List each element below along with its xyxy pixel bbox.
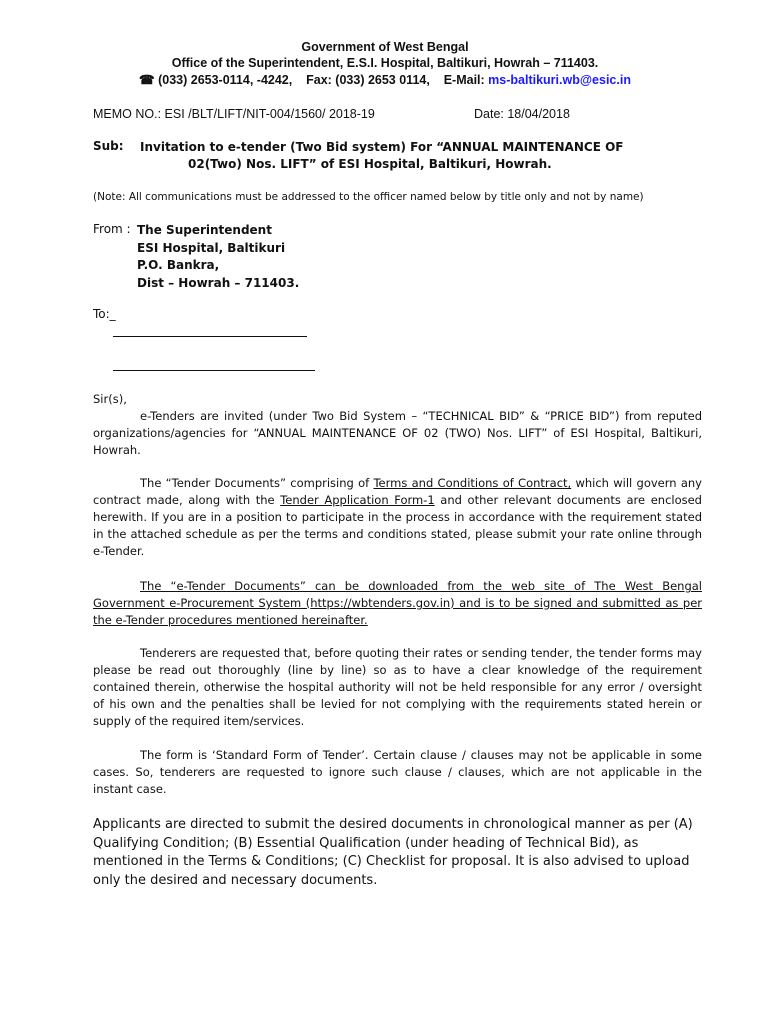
header-government: Government of West Bengal [301,40,469,54]
subject-label: Sub: [93,139,124,153]
header-email-link[interactable]: ms-baltikuri.wb@esic.in [488,73,631,87]
from-address [137,222,299,292]
telephone-icon: ☎ [139,73,155,87]
from-line: ESI Hospital, Baltikuri [137,240,286,255]
memo-date: Date: 18/04/2018 [474,107,570,121]
subject-text [140,139,700,173]
paragraph-applicants-directions: Applicants are directed to submit the desired documents in chronological manner as per (A) Qualifying Condition; (B) Essential Qualification (under heading of Technical Bid), as mentioned in the Terms & Conditions; (C) Checklist for proposal. It is also advised to upload only the desired and necessary documents. [93,817,693,888]
from-line: The Superintendent [137,223,272,237]
to-label: To:_ [93,307,116,321]
header-contact [0,72,770,87]
from-line: P.O. Bankra, [137,258,220,272]
subject-line-1: Invitation to e-tender (Two Bid system) For “ANNUAL MAINTENANCE OF [140,140,624,154]
memo-number: MEMO NO.: ESI /BLT/LIFT/NIT-004/1560/ 2018-19 [93,107,375,121]
note: (Note: All communications must be addressed to the officer named below by title only and not by name) [93,191,644,203]
header-office: Office of the Superintendent, E.S.I. Hospital, Baltikuri, Howrah – 711403. [171,56,599,70]
header-phone-fax: (033) 2653-0114, -4242, Fax: (033) 2653 0114, E-Mail: [154,73,489,87]
from-line: Dist – Howrah – 711403. [137,275,300,290]
paragraph-standard-form: The form is ‘Standard Form of Tender’. Certain clause / clauses may not be applicable in some cases. So, tenderers are requested to ignore such clause / clauses, which are not applicable in the instant case. [93,748,702,796]
paragraph-invitation: e-Tenders are invited (under Two Bid System – “TECHNICAL BID” & “PRICE BID”) from reputed organizations/agencies for “ANNUAL MAINTENANCE OF 02 (TWO) Nos. LIFT” of ESI Hospital, Baltikuri, Howrah. [93,409,702,457]
to-blank-line-1 [113,336,307,337]
paragraph-download: The “e-Tender Documents” can be downloaded from the web site of The West Bengal Government e-Procurement System (https://wbtenders.gov.in) and is to be signed and submitted as per the e-Tender procedures mentioned hereinafter. [93,579,702,627]
to-blank-line-2 [113,370,315,371]
paragraph-tenderers-request: Tenderers are requested that, before quoting their rates or sending tender, the tender forms may please be read out thoroughly (line by line) so as to have a clear knowledge of the requirement contained therein, otherwise the hospital authority will not be held responsible for any error / oversight of his own and the penalties shall be levied for not complying with the requirements stated herein or supply of the required item/services. [93,646,702,728]
subject-line-2: 02(Two) Nos. LIFT” of ESI Hospital, Baltikuri, Howrah. [188,157,552,171]
tender-application-form-link: Tender Application Form-1 [280,493,435,507]
paragraph-tender-documents: The “Tender Documents” comprising of Terms and Conditions of Contract, which will govern any contract made, along with the Tender Application Form-1 and other relevant documents are enclosed herewith. If you are in a position to participate in the process in accordance with the requirement stated in the attached schedule as per the terms and conditions stated, please submit your rate online through e-Tender. [93,476,702,558]
from-label: From : [93,222,131,236]
wbtenders-url-link[interactable]: https://wbtenders.gov.in [310,596,451,610]
salutation: Sir(s), [93,392,127,406]
terms-and-conditions-link: Terms and Conditions of Contract, [373,476,572,490]
